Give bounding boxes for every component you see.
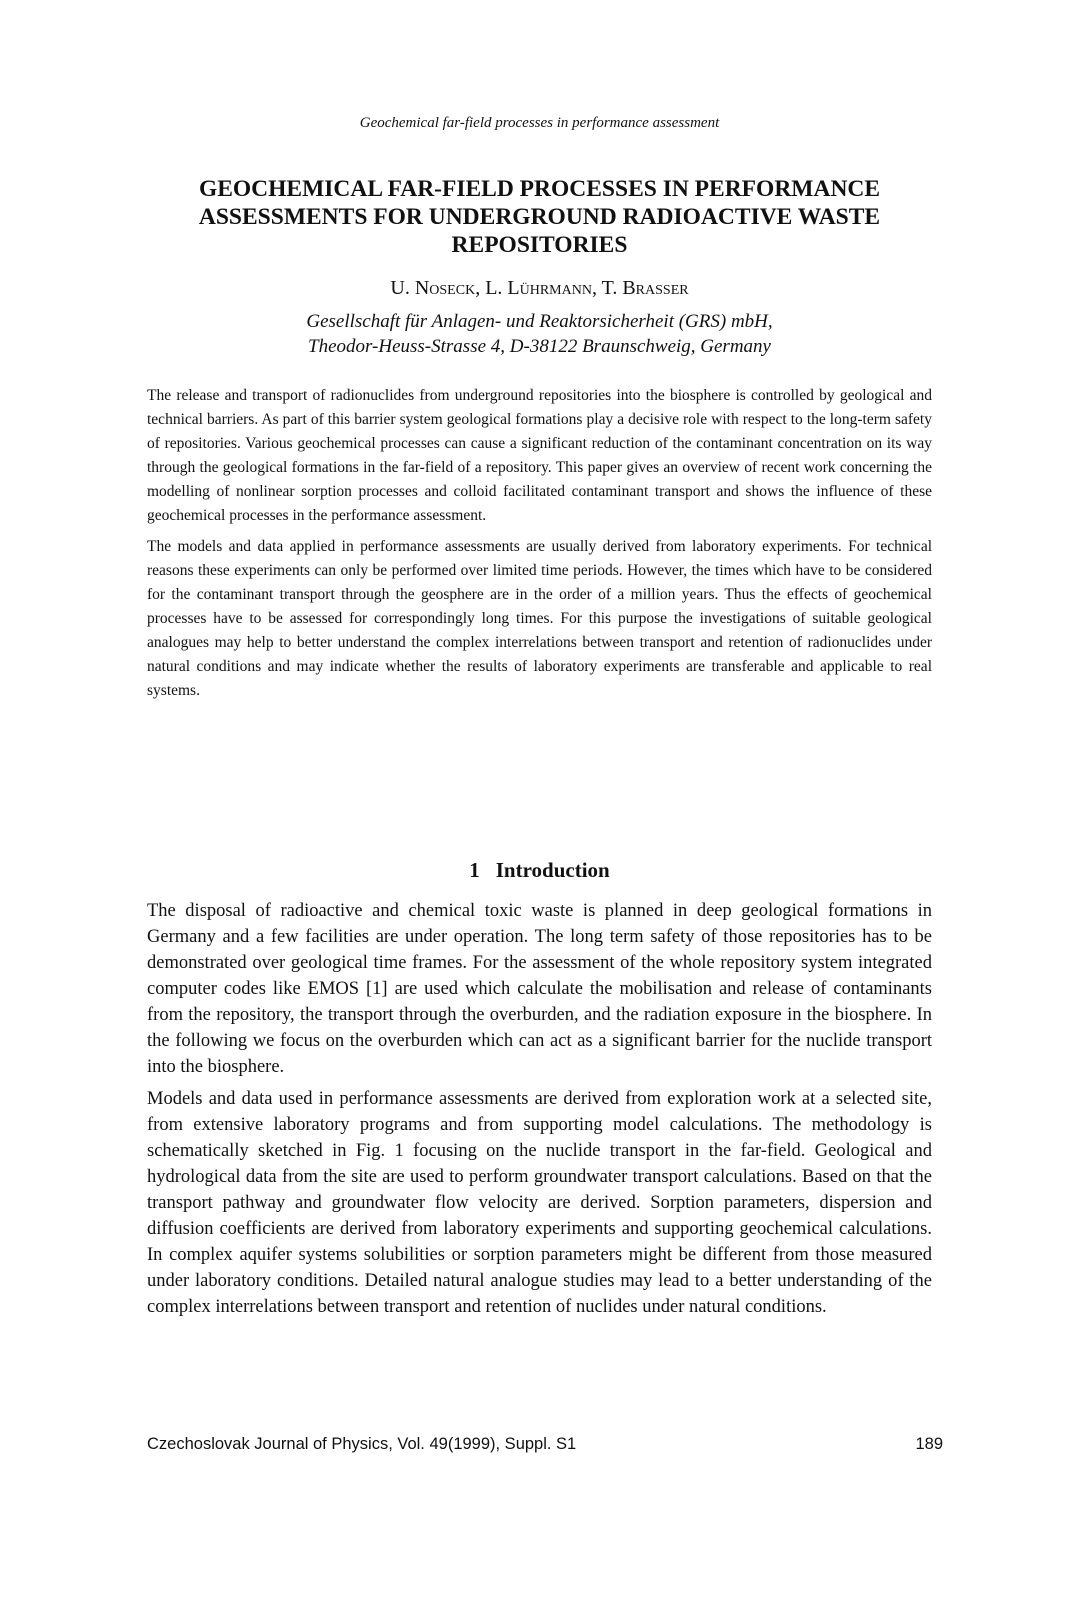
author-surname: Lührmann — [507, 277, 592, 299]
author-surname: Brasser — [622, 277, 689, 299]
running-head: Geochemical far-field processes in performance assessment — [359, 115, 720, 131]
author-initial: T. — [601, 277, 623, 299]
paper-title: GEOCHEMICAL FAR-FIELD PROCESSES IN PERFORMANCE ASSESSMENTS FOR UNDERGROUND RADIOACTIVE WASTE REPOSITORIES — [198, 176, 881, 258]
author-surname: Noseck — [414, 277, 476, 299]
affiliation — [0, 309, 1079, 359]
author-list — [0, 276, 1079, 300]
author-initial: U. — [390, 277, 415, 299]
author-separator: , — [475, 277, 486, 299]
page-footer — [147, 1434, 943, 1454]
journal-citation: Czechoslovak Journal of Physics, Vol. 49(1999), Suppl. S1 — [147, 1435, 577, 1453]
affiliation-line: Theodor-Heuss-Strasse 4, D-38122 Braunschweig, Germany — [308, 336, 771, 357]
abstract — [147, 384, 932, 710]
section-title: Introduction — [495, 858, 610, 882]
body-text — [147, 898, 932, 1326]
author-separator: , — [591, 277, 602, 299]
author-initial: L. — [485, 277, 508, 299]
affiliation-line: Gesellschaft für Anlagen- und Reaktorsicherheit (GRS) mbH, — [306, 311, 773, 332]
section-number: 1 — [469, 858, 480, 882]
page-number: 189 — [915, 1435, 943, 1453]
section-heading — [0, 857, 1079, 883]
body-paragraph: Models and data used in performance assessments are derived from exploration work at a selected site, from extensive laboratory programs and from supporting model calculations. The methodology is schematically sketched in Fig. 1 focusing on the nuclide transport in the far-field. Geological and hydrological data from the site are used to perform groundwater transport calculations. Based on that the transport pathway and groundwater flow velocity are derived. Sorption parameters, dispersion and diffusion coefficients are derived from laboratory experiments and supporting geochemical calculations. In complex aquifer systems solubilities or sorption parameters might be different from those measured under laboratory conditions. Detailed natural analogue studies may lead to a better understanding of the complex interrelations between transport and retention of nuclides under natural conditions. — [147, 1089, 932, 1317]
abstract-paragraph: The release and transport of radionuclides from underground repositories into the biosphere is controlled by geological and technical barriers. As part of this barrier system geological formations play a decisive role with respect to the long-term safety of repositories. Various geochemical processes can cause a significant reduction of the contaminant concentration on its way through the geological formations in the far-field of a repository. This paper gives an overview of recent work concerning the modelling of nonlinear sorption processes and colloid facilitated contaminant transport and shows the influence of these geochemical processes in the performance assessment. — [147, 387, 932, 524]
body-paragraph: The disposal of radioactive and chemical toxic waste is planned in deep geological formations in Germany and a few facilities are under operation. The long term safety of those repositories has to be demonstrated over geological time frames. For the assessment of the whole repository system integrated computer codes like EMOS [1] are used which calculate the mobilisation and release of contaminants from the repository, the transport through the overburden, and the radiation exposure in the biosphere. In the following we focus on the overburden which can act as a significant barrier for the nuclide transport into the biosphere. — [147, 901, 932, 1077]
abstract-paragraph: The models and data applied in performance assessments are usually derived from laboratory experiments. For technical reasons these experiments can only be performed over limited time periods. However, the times which have to be considered for the contaminant transport through the geosphere are in the order of a million years. Thus the effects of geochemical processes have to be assessed for correspondingly long times. For this purpose the investigations of suitable geological analogues may help to better understand the complex interrelations between transport and retention of radionuclides under natural conditions and may indicate whether the results of laboratory experiments are transferable and applicable to real systems. — [147, 538, 932, 699]
